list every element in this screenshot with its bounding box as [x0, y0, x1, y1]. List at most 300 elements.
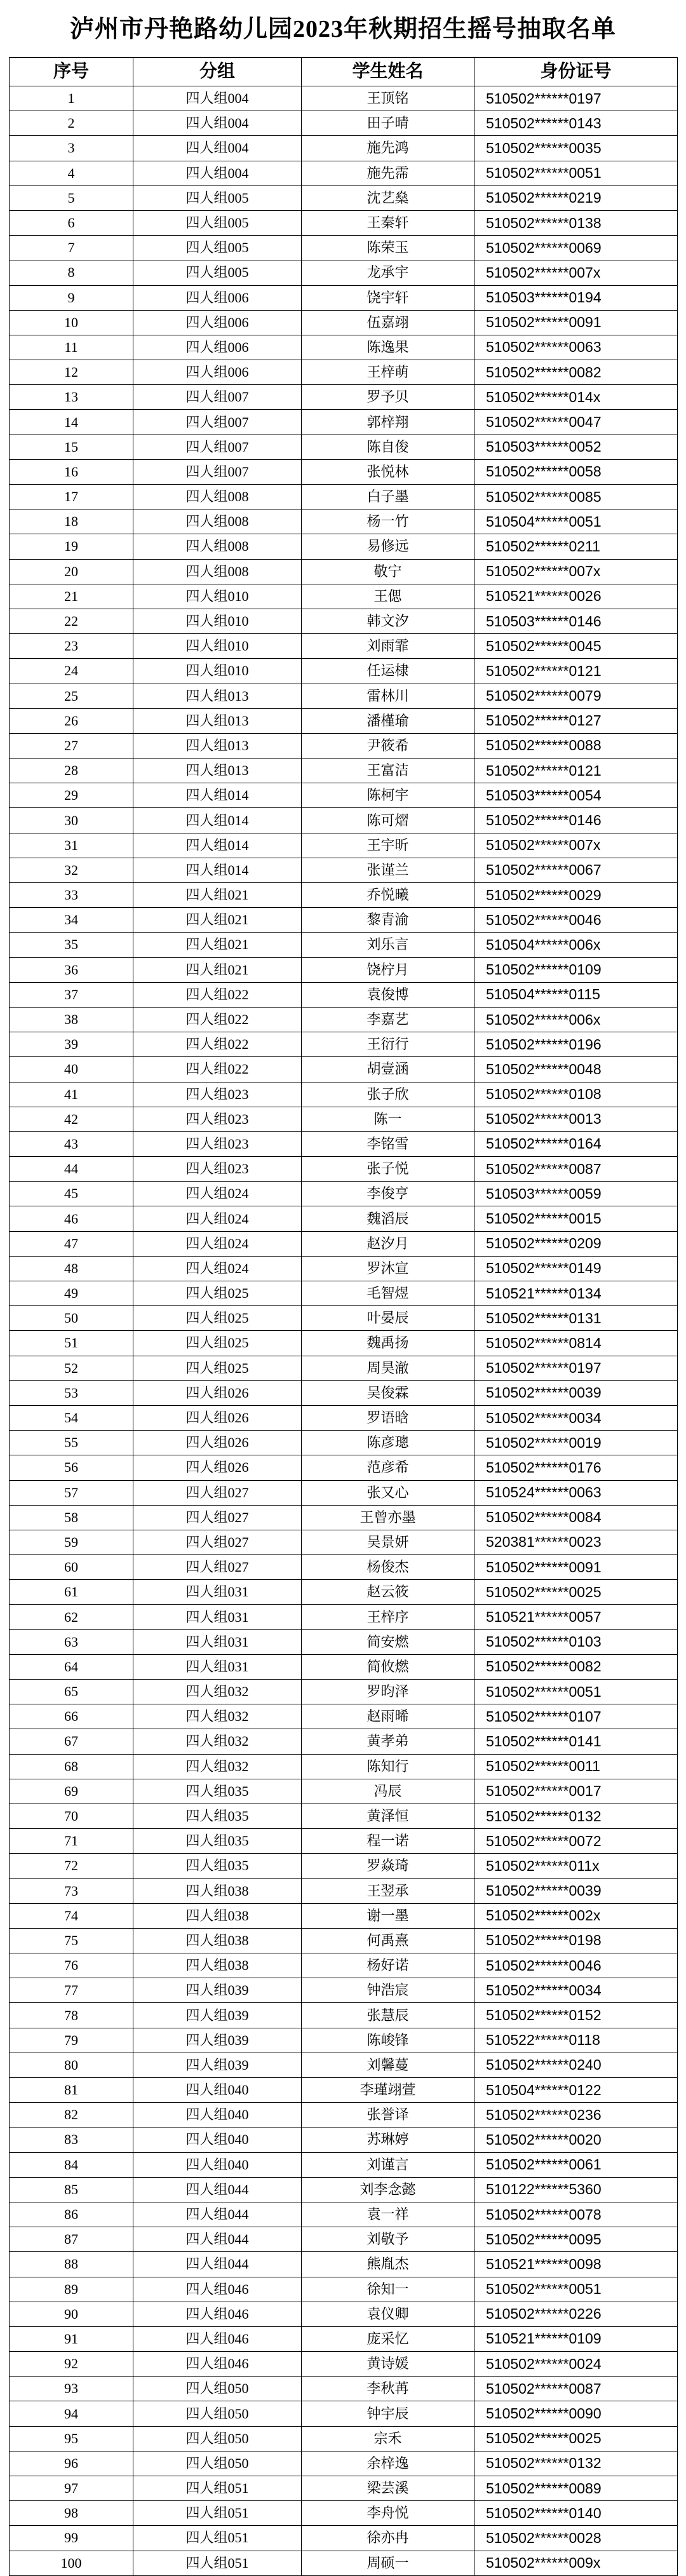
- student-name-cell: 钟浩宸: [302, 1978, 474, 2003]
- student-name-cell: 刘敬予: [302, 2227, 474, 2252]
- group-cell: 四人组046: [133, 2302, 302, 2326]
- index-cell: 34: [10, 908, 133, 933]
- table-row: [10, 1256, 678, 1281]
- id-number-cell: 510502******0078: [474, 2202, 678, 2227]
- student-name-cell: 叶晏辰: [302, 1306, 474, 1331]
- student-name-cell: 伍嘉翊: [302, 310, 474, 335]
- group-cell: 四人组004: [133, 136, 302, 161]
- index-cell: 59: [10, 1530, 133, 1554]
- id-number-cell: 510502******0141: [474, 1729, 678, 1754]
- group-cell: 四人组013: [133, 733, 302, 758]
- index-cell: 79: [10, 2028, 133, 2053]
- index-cell: 8: [10, 260, 133, 285]
- group-cell: 四人组007: [133, 385, 302, 410]
- group-cell: 四人组044: [133, 2202, 302, 2227]
- table-row: [10, 534, 678, 559]
- index-cell: 3: [10, 136, 133, 161]
- student-name-cell: 陈彦璁: [302, 1431, 474, 1455]
- id-number-cell: 510502******0198: [474, 1928, 678, 1953]
- student-name-cell: 魏禹扬: [302, 1331, 474, 1356]
- table-row: [10, 1978, 678, 2003]
- index-cell: 100: [10, 2551, 133, 2575]
- student-name-cell: 任运棣: [302, 659, 474, 684]
- id-number-cell: 510502******0063: [474, 335, 678, 360]
- table-row: [10, 161, 678, 185]
- id-number-cell: 510502******0197: [474, 86, 678, 111]
- id-number-cell: 510502******0164: [474, 1131, 678, 1156]
- group-cell: 四人组013: [133, 684, 302, 708]
- index-cell: 11: [10, 335, 133, 360]
- id-number-cell: 510502******0152: [474, 2003, 678, 2028]
- group-cell: 四人组046: [133, 2326, 302, 2351]
- group-cell: 四人组025: [133, 1306, 302, 1331]
- group-cell: 四人组024: [133, 1256, 302, 1281]
- student-name-cell: 陈柯宇: [302, 783, 474, 808]
- group-cell: 四人组006: [133, 335, 302, 360]
- index-cell: 99: [10, 2526, 133, 2551]
- id-number-cell: 510522******0118: [474, 2028, 678, 2053]
- index-cell: 85: [10, 2177, 133, 2202]
- id-number-cell: 510122******5360: [474, 2177, 678, 2202]
- group-cell: 四人组023: [133, 1082, 302, 1107]
- student-name-cell: 胡壹涵: [302, 1057, 474, 1082]
- index-cell: 86: [10, 2202, 133, 2227]
- table-row: [10, 459, 678, 484]
- id-number-cell: 510502******0024: [474, 2352, 678, 2377]
- group-cell: 四人组013: [133, 759, 302, 783]
- table-row: [10, 2302, 678, 2326]
- group-cell: 四人组044: [133, 2227, 302, 2252]
- student-name-cell: 余梓逸: [302, 2451, 474, 2476]
- index-cell: 39: [10, 1032, 133, 1057]
- index-cell: 47: [10, 1231, 133, 1256]
- student-name-cell: 罗焱琦: [302, 1854, 474, 1878]
- student-name-cell: 罗予贝: [302, 385, 474, 410]
- index-cell: 45: [10, 1182, 133, 1206]
- group-cell: 四人组006: [133, 310, 302, 335]
- group-cell: 四人组014: [133, 858, 302, 882]
- id-number-cell: 510502******0015: [474, 1206, 678, 1231]
- table-row: [10, 733, 678, 758]
- group-cell: 四人组051: [133, 2476, 302, 2501]
- student-name-cell: 赵雨晞: [302, 1704, 474, 1729]
- student-name-cell: 钟宇辰: [302, 2401, 474, 2426]
- index-cell: 36: [10, 957, 133, 982]
- id-number-cell: 510502******0082: [474, 360, 678, 385]
- id-number-cell: 510524******0063: [474, 1480, 678, 1505]
- group-cell: 四人组006: [133, 360, 302, 385]
- student-name-cell: 庞采忆: [302, 2326, 474, 2351]
- id-number-cell: 510502******0045: [474, 634, 678, 659]
- student-name-cell: 赵云筱: [302, 1580, 474, 1605]
- table-row: [10, 783, 678, 808]
- group-cell: 四人组014: [133, 783, 302, 808]
- id-number-cell: 510503******0194: [474, 285, 678, 310]
- group-cell: 四人组008: [133, 485, 302, 509]
- group-cell: 四人组032: [133, 1754, 302, 1779]
- student-name-cell: 乔悦曦: [302, 883, 474, 908]
- index-cell: 25: [10, 684, 133, 708]
- table-row: [10, 1580, 678, 1605]
- student-name-cell: 陈可熠: [302, 808, 474, 833]
- table-header-row: [10, 58, 678, 86]
- group-cell: 四人组005: [133, 210, 302, 235]
- id-number-cell: 510502******0131: [474, 1306, 678, 1331]
- index-cell: 58: [10, 1505, 133, 1530]
- table-row: [10, 2252, 678, 2277]
- index-cell: 95: [10, 2426, 133, 2451]
- index-cell: 10: [10, 310, 133, 335]
- id-number-cell: 510502******0025: [474, 2426, 678, 2451]
- index-cell: 51: [10, 1331, 133, 1356]
- index-cell: 50: [10, 1306, 133, 1331]
- index-cell: 69: [10, 1779, 133, 1804]
- student-name-cell: 王顶铭: [302, 86, 474, 111]
- group-cell: 四人组023: [133, 1157, 302, 1182]
- table-row: [10, 2177, 678, 2202]
- id-number-cell: 510502******0087: [474, 2377, 678, 2401]
- group-cell: 四人组044: [133, 2252, 302, 2277]
- student-name-cell: 王秦轩: [302, 210, 474, 235]
- id-number-cell: 510502******0046: [474, 1953, 678, 1978]
- id-number-cell: 510502******011x: [474, 1854, 678, 1878]
- group-cell: 四人组027: [133, 1555, 302, 1580]
- group-cell: 四人组040: [133, 2103, 302, 2128]
- group-cell: 四人组027: [133, 1505, 302, 1530]
- id-number-cell: 510502******0067: [474, 858, 678, 882]
- table-row: [10, 1306, 678, 1331]
- id-number-cell: 510502******0091: [474, 1555, 678, 1580]
- table-row: [10, 584, 678, 609]
- student-name-cell: 何禹熹: [302, 1928, 474, 1953]
- student-name-cell: 陈逸果: [302, 335, 474, 360]
- student-name-cell: 杨好诺: [302, 1953, 474, 1978]
- table-row: [10, 2551, 678, 2575]
- id-number-cell: 510502******0121: [474, 759, 678, 783]
- index-cell: 17: [10, 485, 133, 509]
- table-row: [10, 2326, 678, 2351]
- index-cell: 4: [10, 161, 133, 185]
- student-name-cell: 张子悦: [302, 1157, 474, 1182]
- index-cell: 62: [10, 1605, 133, 1629]
- student-name-cell: 施先鸿: [302, 136, 474, 161]
- table-row: [10, 1680, 678, 1704]
- table-row: [10, 2078, 678, 2103]
- table-row: [10, 1480, 678, 1505]
- table-row: [10, 2028, 678, 2053]
- index-cell: 80: [10, 2053, 133, 2077]
- index-cell: 60: [10, 1555, 133, 1580]
- id-number-cell: 510502******0069: [474, 236, 678, 260]
- index-cell: 76: [10, 1953, 133, 1978]
- student-name-cell: 张誉译: [302, 2103, 474, 2128]
- student-name-cell: 王曾亦墨: [302, 1505, 474, 1530]
- table-row: [10, 1779, 678, 1804]
- id-number-cell: 510502******009x: [474, 2551, 678, 2575]
- header-index: 序号: [10, 58, 133, 86]
- table-row: [10, 1231, 678, 1256]
- id-number-cell: 510503******0052: [474, 435, 678, 459]
- student-name-cell: 尹筱希: [302, 733, 474, 758]
- id-number-cell: 510502******0132: [474, 1804, 678, 1828]
- id-number-cell: 510502******0028: [474, 2526, 678, 2551]
- table-row: [10, 759, 678, 783]
- table-row: [10, 1530, 678, 1554]
- student-name-cell: 饶宇轩: [302, 285, 474, 310]
- student-name-cell: 陈知行: [302, 1754, 474, 1779]
- group-cell: 四人组039: [133, 1978, 302, 2003]
- id-number-cell: 510502******0025: [474, 1580, 678, 1605]
- index-cell: 83: [10, 2128, 133, 2152]
- id-number-cell: 510502******0240: [474, 2053, 678, 2077]
- id-number-cell: 510502******0047: [474, 410, 678, 435]
- student-name-cell: 黎青渝: [302, 908, 474, 933]
- student-name-cell: 王梓序: [302, 1605, 474, 1629]
- id-number-cell: 510502******0146: [474, 808, 678, 833]
- table-row: [10, 659, 678, 684]
- id-number-cell: 510502******0051: [474, 1680, 678, 1704]
- index-cell: 67: [10, 1729, 133, 1754]
- student-name-cell: 敬宁: [302, 559, 474, 584]
- table-row: [10, 136, 678, 161]
- student-name-cell: 李舟悦: [302, 2501, 474, 2526]
- group-cell: 四人组022: [133, 1057, 302, 1082]
- student-name-cell: 李俊亨: [302, 1182, 474, 1206]
- group-cell: 四人组027: [133, 1530, 302, 1554]
- group-cell: 四人组005: [133, 260, 302, 285]
- table-row: [10, 2277, 678, 2302]
- table-body: [10, 86, 678, 2576]
- table-row: [10, 2053, 678, 2077]
- student-name-cell: 李瑾翊萱: [302, 2078, 474, 2103]
- table-row: [10, 883, 678, 908]
- student-name-cell: 李秋苒: [302, 2377, 474, 2401]
- student-name-cell: 陈一: [302, 1107, 474, 1131]
- id-number-cell: 510502******0088: [474, 733, 678, 758]
- group-cell: 四人组004: [133, 86, 302, 111]
- table-row: [10, 485, 678, 509]
- table-row: [10, 1431, 678, 1455]
- index-cell: 20: [10, 559, 133, 584]
- id-number-cell: 510502******0108: [474, 1082, 678, 1107]
- id-number-cell: 510502******0029: [474, 883, 678, 908]
- group-cell: 四人组050: [133, 2426, 302, 2451]
- index-cell: 91: [10, 2326, 133, 2351]
- group-cell: 四人组007: [133, 435, 302, 459]
- header-student-name: 学生姓名: [302, 58, 474, 86]
- group-cell: 四人组038: [133, 1928, 302, 1953]
- group-cell: 四人组010: [133, 634, 302, 659]
- group-cell: 四人组024: [133, 1182, 302, 1206]
- id-number-cell: 510502******0219: [474, 185, 678, 210]
- table-row: [10, 1854, 678, 1878]
- id-number-cell: 510502******0079: [474, 684, 678, 708]
- id-number-cell: 510502******0091: [474, 310, 678, 335]
- group-cell: 四人组008: [133, 559, 302, 584]
- id-number-cell: 510521******0057: [474, 1605, 678, 1629]
- table-row: [10, 260, 678, 285]
- id-number-cell: 510502******0085: [474, 485, 678, 509]
- index-cell: 71: [10, 1829, 133, 1854]
- group-cell: 四人组007: [133, 410, 302, 435]
- group-cell: 四人组032: [133, 1680, 302, 1704]
- index-cell: 94: [10, 2401, 133, 2426]
- student-name-cell: 王富洁: [302, 759, 474, 783]
- index-cell: 22: [10, 609, 133, 633]
- group-cell: 四人组005: [133, 185, 302, 210]
- group-cell: 四人组035: [133, 1829, 302, 1854]
- index-cell: 54: [10, 1405, 133, 1430]
- student-name-cell: 苏琳婷: [302, 2128, 474, 2152]
- student-name-cell: 龙承宇: [302, 260, 474, 285]
- student-name-cell: 黄泽恒: [302, 1804, 474, 1828]
- index-cell: 74: [10, 1903, 133, 1928]
- index-cell: 55: [10, 1431, 133, 1455]
- index-cell: 24: [10, 659, 133, 684]
- group-cell: 四人组021: [133, 908, 302, 933]
- index-cell: 38: [10, 1007, 133, 1032]
- id-number-cell: 510504******0115: [474, 982, 678, 1007]
- group-cell: 四人组050: [133, 2451, 302, 2476]
- index-cell: 70: [10, 1804, 133, 1828]
- group-cell: 四人组044: [133, 2177, 302, 2202]
- index-cell: 14: [10, 410, 133, 435]
- index-cell: 92: [10, 2352, 133, 2377]
- group-cell: 四人组050: [133, 2401, 302, 2426]
- group-cell: 四人组038: [133, 1903, 302, 1928]
- student-name-cell: 张悦林: [302, 459, 474, 484]
- index-cell: 27: [10, 733, 133, 758]
- id-number-cell: 510521******0109: [474, 2326, 678, 2351]
- student-name-cell: 张慧辰: [302, 2003, 474, 2028]
- id-number-cell: 510502******0095: [474, 2227, 678, 2252]
- index-cell: 98: [10, 2501, 133, 2526]
- student-name-cell: 饶柠月: [302, 957, 474, 982]
- id-number-cell: 510502******006x: [474, 1007, 678, 1032]
- index-cell: 88: [10, 2252, 133, 2277]
- table-row: [10, 1953, 678, 1978]
- group-cell: 四人组035: [133, 1779, 302, 1804]
- index-cell: 32: [10, 858, 133, 882]
- student-name-cell: 韩文汐: [302, 609, 474, 633]
- id-number-cell: 510502******0197: [474, 1356, 678, 1380]
- id-number-cell: 510502******0035: [474, 136, 678, 161]
- index-cell: 23: [10, 634, 133, 659]
- group-cell: 四人组031: [133, 1580, 302, 1605]
- id-number-cell: 510502******014x: [474, 385, 678, 410]
- student-name-cell: 徐知一: [302, 2277, 474, 2302]
- index-cell: 26: [10, 708, 133, 733]
- student-name-cell: 袁一祥: [302, 2202, 474, 2227]
- id-number-cell: 510502******0051: [474, 161, 678, 185]
- index-cell: 2: [10, 111, 133, 136]
- group-cell: 四人组035: [133, 1804, 302, 1828]
- index-cell: 35: [10, 933, 133, 957]
- index-cell: 64: [10, 1654, 133, 1679]
- index-cell: 87: [10, 2227, 133, 2252]
- table-row: [10, 1032, 678, 1057]
- group-cell: 四人组031: [133, 1654, 302, 1679]
- index-cell: 12: [10, 360, 133, 385]
- table-row: [10, 1704, 678, 1729]
- group-cell: 四人组008: [133, 509, 302, 534]
- group-cell: 四人组051: [133, 2551, 302, 2575]
- group-cell: 四人组038: [133, 1953, 302, 1978]
- id-number-cell: 510502******0087: [474, 1157, 678, 1182]
- id-number-cell: 510504******0122: [474, 2078, 678, 2103]
- group-cell: 四人组026: [133, 1431, 302, 1455]
- index-cell: 18: [10, 509, 133, 534]
- index-cell: 46: [10, 1206, 133, 1231]
- index-cell: 73: [10, 1878, 133, 1903]
- table-row: [10, 2451, 678, 2476]
- student-name-cell: 施先霈: [302, 161, 474, 185]
- index-cell: 66: [10, 1704, 133, 1729]
- page-title: 泸州市丹艳路幼儿园2023年秋期招生摇号抽取名单: [69, 15, 616, 43]
- index-cell: 43: [10, 1131, 133, 1156]
- table-row: [10, 1903, 678, 1928]
- id-number-cell: 510502******0039: [474, 1878, 678, 1903]
- id-number-cell: 510504******0051: [474, 509, 678, 534]
- table-row: [10, 2426, 678, 2451]
- group-cell: 四人组010: [133, 609, 302, 633]
- table-row: [10, 210, 678, 235]
- table-row: [10, 609, 678, 633]
- table-row: [10, 1405, 678, 1430]
- student-name-cell: 罗昀泽: [302, 1680, 474, 1704]
- table-row: [10, 1455, 678, 1480]
- index-cell: 42: [10, 1107, 133, 1131]
- table-row: [10, 310, 678, 335]
- table-row: [10, 385, 678, 410]
- index-cell: 13: [10, 385, 133, 410]
- student-name-cell: 刘谨言: [302, 2152, 474, 2177]
- table-row: [10, 360, 678, 385]
- group-cell: 四人组004: [133, 111, 302, 136]
- table-row: [10, 2128, 678, 2152]
- table-row: [10, 1131, 678, 1156]
- group-cell: 四人组050: [133, 2377, 302, 2401]
- table-row: [10, 1605, 678, 1629]
- student-name-cell: 王偲: [302, 584, 474, 609]
- id-number-cell: 510503******0059: [474, 1182, 678, 1206]
- id-number-cell: 510502******0082: [474, 1654, 678, 1679]
- index-cell: 49: [10, 1281, 133, 1306]
- table-row: [10, 1331, 678, 1356]
- student-name-cell: 范彦希: [302, 1455, 474, 1480]
- table-row: [10, 908, 678, 933]
- group-cell: 四人组040: [133, 2078, 302, 2103]
- id-number-cell: 510502******0084: [474, 1505, 678, 1530]
- id-number-cell: 510502******0019: [474, 1431, 678, 1455]
- student-name-cell: 郭梓翔: [302, 410, 474, 435]
- id-number-cell: 510502******0061: [474, 2152, 678, 2177]
- table-row: [10, 2352, 678, 2377]
- id-number-cell: 510502******0109: [474, 957, 678, 982]
- id-number-cell: 510502******0034: [474, 1405, 678, 1430]
- table-row: [10, 1206, 678, 1231]
- student-name-cell: 袁仪卿: [302, 2302, 474, 2326]
- id-number-cell: 510502******0011: [474, 1754, 678, 1779]
- student-name-cell: 张谨兰: [302, 858, 474, 882]
- table-row: [10, 2476, 678, 2501]
- group-cell: 四人组032: [133, 1704, 302, 1729]
- group-cell: 四人组013: [133, 708, 302, 733]
- index-cell: 81: [10, 2078, 133, 2103]
- group-cell: 四人组026: [133, 1405, 302, 1430]
- id-number-cell: 510502******007x: [474, 559, 678, 584]
- index-cell: 21: [10, 584, 133, 609]
